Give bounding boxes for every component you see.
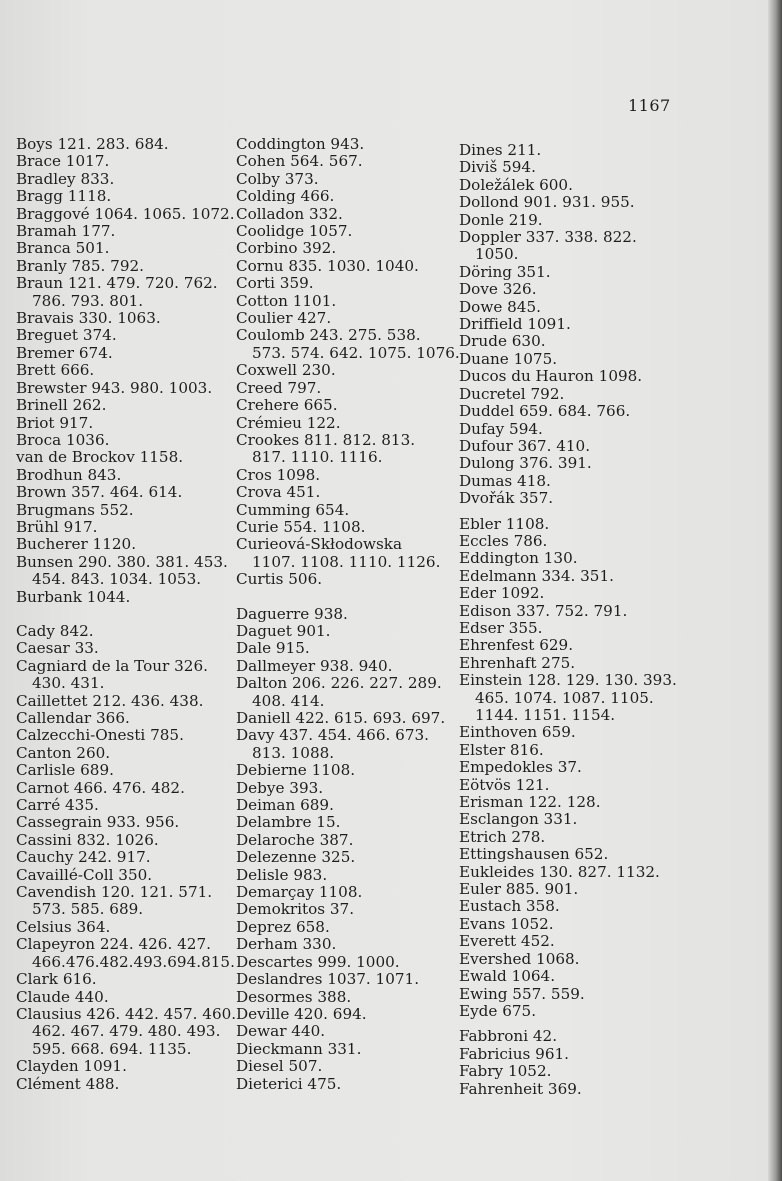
index-entry: Edser 355. <box>459 618 543 637</box>
index-entry: Eustach 358. <box>459 897 560 916</box>
index-entry: Debye 393. <box>236 778 324 797</box>
index-entry: Eccles 786. <box>459 531 548 550</box>
index-entry: Bremer 674. <box>16 343 113 362</box>
index-entry-continuation: 465. 1074. 1087. 1105. <box>475 688 654 707</box>
index-entry: Drude 630. <box>459 332 546 351</box>
index-entry: Driffield 1091. <box>459 315 571 334</box>
index-entry: Bramah 177. <box>16 222 116 241</box>
index-entry: Dvořák 357. <box>459 489 554 508</box>
index-entry: Ewald 1064. <box>459 967 556 986</box>
index-entry: Callendar 366. <box>16 709 130 727</box>
index-entry: Cohen 564. 567. <box>236 152 363 171</box>
index-entry: Einstein 128. 129. 130. 393. <box>459 671 677 690</box>
index-entry: Descartes 999. 1000. <box>236 952 400 971</box>
index-entry: Döring 351. <box>459 262 551 281</box>
index-entry: Cavendish 120. 121. 571. <box>16 883 213 902</box>
index-entry: Erisman 122. 128. <box>459 793 601 812</box>
index-entry: Everett 452. <box>459 932 555 951</box>
index-entry: Einthoven 659. <box>459 723 576 742</box>
index-entry: Dieckmann 331. <box>236 1039 362 1058</box>
index-entry: Carlisle 689. <box>16 761 114 780</box>
index-entry: Bunsen 290. 380. 381. 453. <box>16 552 228 571</box>
index-entry: Cady 842. <box>16 621 94 640</box>
index-entry: Fabry 1052. <box>459 1062 552 1081</box>
index-entry: Dallmeyer 938. 940. <box>236 656 393 675</box>
index-entry: Burbank 1044. <box>16 587 131 606</box>
index-entry: Crookes 811. 812. 813. <box>236 430 416 449</box>
index-entry: Dollond 901. 931. 955. <box>459 193 635 212</box>
index-entry: Delambre 15. <box>236 813 341 832</box>
index-entry: Caillettet 212. 436. 438. <box>16 691 204 710</box>
index-entry: Coxwell 230. <box>236 361 336 380</box>
index-entry-continuation: 1144. 1151. 1154. <box>475 706 616 724</box>
index-entry: Corti 359. <box>236 274 314 293</box>
index-entry-continuation: 462. 467. 479. 480. 493. <box>32 1022 221 1041</box>
letter-section-gap <box>16 606 236 623</box>
index-entry: Braggové 1064. 1065. 1072. <box>16 204 235 223</box>
index-entry: Daguet 901. <box>236 621 331 640</box>
index-entry: Bucherer 1120. <box>16 535 137 554</box>
index-entry: Fahrenheit 369. <box>459 1079 582 1098</box>
index-entry: Deslandres 1037. 1071. <box>236 970 420 989</box>
index-entry: Brewster 943. 980. 1003. <box>16 378 213 397</box>
index-entry: Daguerre 938. <box>236 604 348 623</box>
index-entry: Deiman 689. <box>236 796 334 815</box>
index-entry: Desormes 388. <box>236 987 352 1006</box>
index-entry: Eukleides 130. 827. 1132. <box>459 862 660 881</box>
index-entry: Eötvös 121. <box>459 775 550 794</box>
index-entry: Doppler 337. 338. 822. <box>459 228 637 247</box>
index-entry: Doležálek 600. <box>459 175 573 194</box>
index-entry: Cauchy 242. 917. <box>16 848 151 867</box>
index-entry: Bravais 330. 1063. <box>16 309 161 328</box>
index-entry: Donle 219. <box>459 210 543 229</box>
index-entry: Eder 1092. <box>459 584 545 603</box>
index-entry: Fabbroni 42. <box>459 1027 558 1046</box>
index-entry-continuation: 1050. <box>475 245 519 264</box>
index-entry: Carré 435. <box>16 796 99 815</box>
index-entry: Debierne 1108. <box>236 761 356 780</box>
index-entry: Curtis 506. <box>236 570 323 589</box>
index-entry: Clark 616. <box>16 970 97 989</box>
index-entry: Dufour 367. 410. <box>459 436 591 455</box>
index-entry: Dove 326. <box>459 280 537 299</box>
index-entry: Evershed 1068. <box>459 949 580 968</box>
index-entry: Briot 917. <box>16 413 94 432</box>
index-entry-continuation: 573. 585. 689. <box>32 900 144 919</box>
index-entry: Coddington 943. <box>236 135 365 153</box>
index-entry: Bradley 833. <box>16 169 115 188</box>
index-entry: Ehrenhaft 275. <box>459 653 576 672</box>
index-entry-continuation: 466.476.482.493.694.815. <box>32 952 235 971</box>
index-entry: Euler 885. 901. <box>459 880 579 899</box>
index-entry: Davy 437. 454. 466. 673. <box>236 726 429 745</box>
index-entry: Celsius 364. <box>16 917 111 936</box>
index-entry: Colding 466. <box>236 187 335 206</box>
index-entry: Dines 211. <box>459 141 542 159</box>
index-entry: Diesel 507. <box>236 1057 323 1076</box>
index-entry: Curie 554. 1108. <box>236 517 366 536</box>
index-entry: Dowe 845. <box>459 297 541 316</box>
index-entry: Delaroche 387. <box>236 830 354 849</box>
index-entry: Clément 488. <box>16 1074 120 1093</box>
index-entry: Clausius 426. 442. 457. 460. <box>16 1004 237 1023</box>
index-entry: Brinell 262. <box>16 396 107 415</box>
index-entry: Demarçay 1108. <box>236 883 363 902</box>
index-entry: Cavaillé-Coll 350. <box>16 865 153 884</box>
index-entry: Ehrenfest 629. <box>459 636 574 655</box>
index-entry: Brodhun 843. <box>16 465 122 484</box>
index-entry: Daniell 422. 615. 693. 697. <box>236 709 446 727</box>
index-entry: Corbino 392. <box>236 239 337 258</box>
index-entry: Empedokles 37. <box>459 758 582 777</box>
index-entry: Ewing 557. 559. <box>459 984 585 1003</box>
index-entry: Colladon 332. <box>236 204 343 223</box>
index-entry: Canton 260. <box>16 743 111 762</box>
index-entry: Breguet 374. <box>16 326 117 345</box>
index-entry-continuation: 573. 574. 642. 1075. 1076. <box>252 343 460 362</box>
index-entry: Elster 816. <box>459 740 544 759</box>
index-entry: Duane 1075. <box>459 349 558 368</box>
index-entry: Dumas 418. <box>459 471 551 490</box>
index-entry: Etrich 278. <box>459 827 546 846</box>
index-entry: Diviš 594. <box>459 158 536 177</box>
index-entry-continuation: 408. 414. <box>252 691 325 710</box>
index-entry-continuation: 595. 668. 694. 1135. <box>32 1039 192 1058</box>
index-column-2 <box>236 136 460 1093</box>
index-entry: Branly 785. 792. <box>16 256 144 275</box>
index-entry: Bragg 1118. <box>16 187 112 206</box>
index-entry: Curieová-Skłodowska <box>236 535 403 554</box>
index-entry: Coolidge 1057. <box>236 222 353 241</box>
index-entry: Cros 1098. <box>236 465 321 484</box>
index-entry: Brugmans 552. <box>16 500 134 519</box>
page-number: 1167 <box>628 96 671 115</box>
index-entry: Brown 357. 464. 614. <box>16 483 183 502</box>
index-entry: Crova 451. <box>236 483 321 502</box>
index-entry: Edelmann 334. 351. <box>459 566 614 585</box>
index-entry-continuation: 813. 1088. <box>252 743 335 762</box>
index-entry: Duddel 659. 684. 766. <box>459 402 631 421</box>
index-entry: Claude 440. <box>16 987 109 1006</box>
letter-section-gap <box>236 589 460 606</box>
index-entry: Brace 1017. <box>16 152 110 171</box>
index-entry: Cagniard de la Tour 326. <box>16 656 208 675</box>
index-entry: Coulomb 243. 275. 538. <box>236 326 421 345</box>
index-entry: Delezenne 325. <box>236 848 356 867</box>
index-entry: Crehere 665. <box>236 396 338 415</box>
index-entry: Derham 330. <box>236 935 337 954</box>
index-entry-continuation: 430. 431. <box>32 674 105 693</box>
index-entry: Cotton 1101. <box>236 291 337 310</box>
index-entry-continuation: 786. 793. 801. <box>32 291 144 310</box>
index-entry: Ducos du Hauron 1098. <box>459 367 643 386</box>
index-entry: Brühl 917. <box>16 517 98 536</box>
index-entry-continuation: 454. 843. 1034. 1053. <box>32 570 202 589</box>
index-entry: Calzecchi-Onesti 785. <box>16 726 184 745</box>
index-entry: Delisle 983. <box>236 865 328 884</box>
index-entry: Ducretel 792. <box>459 384 565 403</box>
index-entry: Boys 121. 283. 684. <box>16 135 169 153</box>
index-entry: Dulong 376. 391. <box>459 454 592 473</box>
index-entry: Crémieu 122. <box>236 413 341 432</box>
index-entry: Demokritos 37. <box>236 900 355 919</box>
index-entry: Clapeyron 224. 426. 427. <box>16 935 211 954</box>
index-entry: Eddington 130. <box>459 549 578 568</box>
index-entry: Eyde 675. <box>459 1001 537 1020</box>
index-column-1 <box>16 136 236 1093</box>
index-entry-continuation: 817. 1110. 1116. <box>252 448 383 467</box>
index-column-3 <box>459 142 677 1098</box>
index-entry: Creed 797. <box>236 378 322 397</box>
index-entry: Cornu 835. 1030. 1040. <box>236 256 419 275</box>
index-entry: Dewar 440. <box>236 1022 326 1041</box>
index-entry: Deprez 658. <box>236 917 330 936</box>
index-entry: Cumming 654. <box>236 500 350 519</box>
index-entry: Dale 915. <box>236 639 310 658</box>
index-entry: Branca 501. <box>16 239 110 258</box>
page-edge <box>768 0 782 1181</box>
index-entry: Fabricius 961. <box>459 1044 569 1063</box>
index-entry: Ettingshausen 652. <box>459 845 609 864</box>
index-entry: Deville 420. 694. <box>236 1004 367 1023</box>
index-entry: Colby 373. <box>236 169 319 188</box>
index-entry: van de Brockov 1158. <box>16 448 184 467</box>
index-entry: Evans 1052. <box>459 914 554 933</box>
index-entry: Edison 337. 752. 791. <box>459 601 628 620</box>
index-entry: Cassini 832. 1026. <box>16 830 159 849</box>
index-entry: Caesar 33. <box>16 639 99 658</box>
index-entry: Cassegrain 933. 956. <box>16 813 180 832</box>
index-entry: Broca 1036. <box>16 430 110 449</box>
index-entry: Dalton 206. 226. 227. 289. <box>236 674 442 693</box>
index-entry: Dieterici 475. <box>236 1074 342 1093</box>
index-entry: Brett 666. <box>16 361 95 380</box>
index-entry-continuation: 1107. 1108. 1110. 1126. <box>252 552 441 571</box>
index-entry: Braun 121. 479. 720. 762. <box>16 274 218 293</box>
index-entry: Coulier 427. <box>236 309 332 328</box>
index-entry: Ebler 1108. <box>459 514 550 533</box>
index-entry: Dufay 594. <box>459 419 543 438</box>
index-entry: Carnot 466. 476. 482. <box>16 778 185 797</box>
index-entry: Clayden 1091. <box>16 1057 127 1076</box>
index-entry: Esclangon 331. <box>459 810 578 829</box>
